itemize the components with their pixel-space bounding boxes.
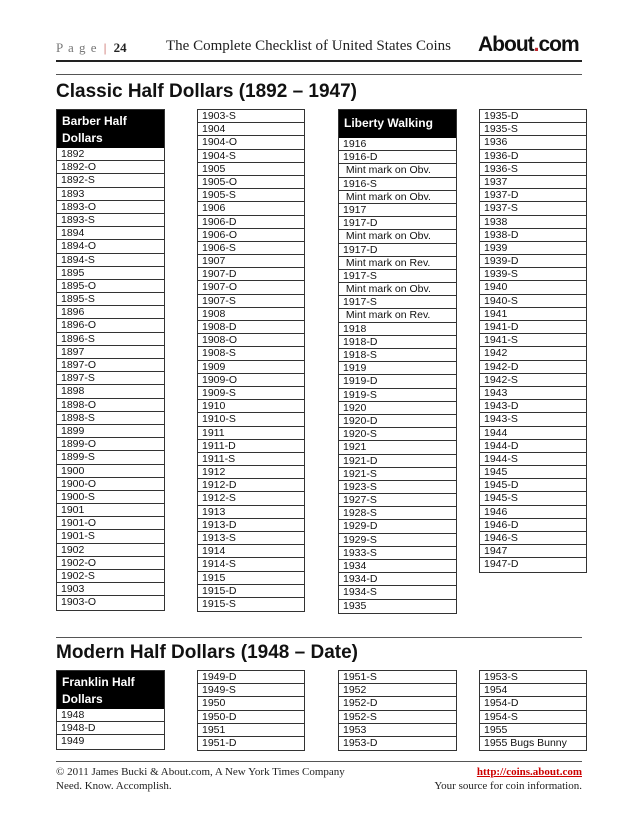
table-row: 1919-D bbox=[339, 375, 456, 388]
table-row: 1898-O bbox=[57, 399, 164, 412]
table-row: 1901-O bbox=[57, 517, 164, 530]
table-row: 1941-S bbox=[480, 334, 586, 347]
footer-rule bbox=[56, 761, 582, 762]
table-row: 1944-S bbox=[480, 453, 586, 466]
table-row: 1893-O bbox=[57, 201, 164, 214]
table-row: 1901 bbox=[57, 504, 164, 517]
table-row: 1920 bbox=[339, 402, 456, 415]
table-row: 1942 bbox=[480, 347, 586, 360]
header-rule bbox=[56, 60, 582, 62]
table-row: 1893 bbox=[57, 188, 164, 201]
table-row: 1900-O bbox=[57, 478, 164, 491]
table-row: 1947-D bbox=[484, 558, 519, 571]
table-row: 1909-O bbox=[198, 374, 304, 387]
table-row: 1908-D bbox=[198, 321, 304, 334]
table-row: 1902 bbox=[57, 544, 164, 557]
table-row: 1915-D bbox=[198, 585, 304, 598]
table-row: 1908-O bbox=[198, 334, 304, 347]
page-separator: | bbox=[103, 40, 108, 55]
table-row: 1899-O bbox=[57, 438, 164, 451]
barber-header: Barber Half Dollars bbox=[57, 110, 164, 148]
about-logo bbox=[478, 33, 579, 57]
table-row: 1899-S bbox=[57, 451, 164, 464]
liberty-table bbox=[338, 109, 457, 614]
table-row: Mint mark on Rev. bbox=[339, 257, 456, 270]
page-word: P a g e bbox=[56, 40, 98, 55]
table-row: 1941-D bbox=[480, 321, 586, 334]
table-row: 1917-D bbox=[339, 217, 456, 230]
table-row: 1903 bbox=[57, 583, 164, 596]
table-row: 1904-S bbox=[198, 150, 304, 163]
footer-source: Your source for coin information. bbox=[434, 780, 582, 792]
table-row: 1912-D bbox=[198, 479, 304, 492]
table-row: 1950 bbox=[198, 697, 304, 710]
document-title: The Complete Checklist of United States Coins bbox=[166, 38, 451, 54]
table-row: 1935-D bbox=[480, 110, 586, 123]
table-row: 1919 bbox=[339, 362, 456, 375]
table-row: 1893-S bbox=[57, 214, 164, 227]
header-rule-secondary bbox=[56, 74, 582, 75]
table-row: 1934-S bbox=[339, 586, 456, 599]
classic-section-title: Classic Half Dollars (1892 – 1947) bbox=[56, 81, 358, 102]
table-row: 1939-S bbox=[480, 268, 586, 281]
page-number: 24 bbox=[113, 40, 127, 55]
table-row: 1953 bbox=[339, 724, 456, 737]
table-row: 1911-D bbox=[198, 440, 304, 453]
table-row: 1947 bbox=[480, 545, 586, 558]
page-label bbox=[56, 40, 127, 56]
table-row: 1900-S bbox=[57, 491, 164, 504]
modern-col4-table bbox=[479, 670, 587, 751]
modern-section-title: Modern Half Dollars (1948 – Date) bbox=[56, 642, 358, 663]
table-row: 1933-S bbox=[339, 547, 456, 560]
barber-rows bbox=[57, 148, 164, 610]
table-row: 1939 bbox=[480, 242, 586, 255]
table-row: 1946-D bbox=[480, 519, 586, 532]
table-row: 1944-D bbox=[480, 440, 586, 453]
table-row: 1955 Bugs Bunny bbox=[484, 736, 567, 749]
table-row: 1915 bbox=[198, 572, 304, 585]
table-row: 1902-O bbox=[57, 557, 164, 570]
table-row: 1953-D bbox=[343, 736, 378, 749]
table-row: 1935-S bbox=[480, 123, 586, 136]
franklin-header: Franklin Half Dollars bbox=[57, 671, 164, 709]
table-row: 1917-S bbox=[339, 270, 456, 283]
table-row: 1942-S bbox=[480, 374, 586, 387]
table-row: 1936-S bbox=[480, 163, 586, 176]
table-row: 1894-O bbox=[57, 240, 164, 253]
table-row: 1952 bbox=[339, 684, 456, 697]
table-row: 1897-S bbox=[57, 372, 164, 385]
table-row: 1945-S bbox=[480, 492, 586, 505]
table-row: 1916 bbox=[339, 138, 456, 151]
table-row: 1917-D bbox=[339, 244, 456, 257]
table-row: 1949-D bbox=[198, 671, 304, 684]
table-row: 1934 bbox=[339, 560, 456, 573]
table-row: 1913 bbox=[198, 506, 304, 519]
table-row: 1892 bbox=[57, 148, 164, 161]
table-row: 1943-S bbox=[480, 413, 586, 426]
table-row: 1892-O bbox=[57, 161, 164, 174]
table-row: 1953-S bbox=[480, 671, 586, 684]
modern-col2-rows bbox=[198, 671, 304, 750]
table-row: 1917-S bbox=[339, 296, 456, 309]
table-row: 1913-D bbox=[198, 519, 304, 532]
table-row: 1937-S bbox=[480, 202, 586, 215]
table-row: 1948-D bbox=[57, 722, 164, 735]
table-row: 1912 bbox=[198, 466, 304, 479]
table-row: 1944 bbox=[480, 427, 586, 440]
table-row: 1936 bbox=[480, 136, 586, 149]
modern-col3-rows bbox=[339, 671, 456, 750]
table-row: 1929-D bbox=[339, 520, 456, 533]
table-row: 1909 bbox=[198, 361, 304, 374]
logo-suffix: com bbox=[538, 33, 579, 56]
table-row: 1912-S bbox=[198, 492, 304, 505]
table-row: 1896 bbox=[57, 306, 164, 319]
table-row: 1914-S bbox=[198, 558, 304, 571]
table-row: 1918 bbox=[339, 323, 456, 336]
table-row: 1907-O bbox=[198, 281, 304, 294]
table-row: 1923-S bbox=[339, 481, 456, 494]
table-row: 1940 bbox=[480, 281, 586, 294]
modern-col3-table bbox=[338, 670, 457, 751]
franklin-rows bbox=[57, 709, 164, 749]
table-row: 1905 bbox=[198, 163, 304, 176]
table-row: 1952-S bbox=[339, 711, 456, 724]
table-row: Mint mark on Obv. bbox=[339, 283, 456, 296]
table-row: 1905-O bbox=[198, 176, 304, 189]
table-row: 1916-S bbox=[339, 178, 456, 191]
table-row: 1918-D bbox=[339, 336, 456, 349]
table-row: 1907-D bbox=[198, 268, 304, 281]
classic-col2-table bbox=[197, 109, 305, 612]
table-row: 1937-D bbox=[480, 189, 586, 202]
table-row: 1906-D bbox=[198, 216, 304, 229]
table-row: 1917 bbox=[339, 204, 456, 217]
table-row: 1907 bbox=[198, 255, 304, 268]
table-row: 1952-D bbox=[339, 697, 456, 710]
table-row: 1951 bbox=[198, 724, 304, 737]
table-row: 1920-S bbox=[339, 428, 456, 441]
table-row: 1934-D bbox=[339, 573, 456, 586]
table-row: Mint mark on Rev. bbox=[339, 309, 456, 322]
table-row: 1903-O bbox=[61, 596, 97, 609]
table-row: 1911-S bbox=[198, 453, 304, 466]
table-row: 1941 bbox=[480, 308, 586, 321]
table-row: 1921-D bbox=[339, 455, 456, 468]
table-row: 1948 bbox=[57, 709, 164, 722]
table-row: 1894-S bbox=[57, 254, 164, 267]
table-row: 1945 bbox=[480, 466, 586, 479]
footer-tagline: Need. Know. Accomplish. bbox=[56, 780, 172, 792]
table-row: 1904 bbox=[198, 123, 304, 136]
table-row: 1903-S bbox=[198, 110, 304, 123]
table-row: 1908-S bbox=[198, 347, 304, 360]
table-row: 1954 bbox=[480, 684, 586, 697]
table-row: 1940-S bbox=[480, 295, 586, 308]
table-row: 1902-S bbox=[57, 570, 164, 583]
table-row: 1949 bbox=[61, 735, 85, 748]
table-row: 1946 bbox=[480, 506, 586, 519]
logo-text: About bbox=[478, 33, 534, 56]
logo-dot: . bbox=[533, 33, 539, 56]
table-row: 1950-D bbox=[198, 711, 304, 724]
classic-col4-rows bbox=[480, 110, 586, 572]
table-row: 1919-S bbox=[339, 389, 456, 402]
table-row: Mint mark on Obv. bbox=[339, 164, 456, 177]
table-row: 1918-S bbox=[339, 349, 456, 362]
table-row: 1954-D bbox=[480, 697, 586, 710]
table-row: 1938-D bbox=[480, 229, 586, 242]
table-row: 1900 bbox=[57, 465, 164, 478]
table-row: 1910 bbox=[198, 400, 304, 413]
table-row: 1910-S bbox=[198, 413, 304, 426]
table-row: 1951-D bbox=[202, 736, 237, 749]
franklin-table bbox=[56, 670, 165, 750]
table-row: 1949-S bbox=[198, 684, 304, 697]
table-row: 1943 bbox=[480, 387, 586, 400]
table-row: 1913-S bbox=[198, 532, 304, 545]
table-row: 1905-S bbox=[198, 189, 304, 202]
footer-link[interactable]: http://coins.about.com bbox=[476, 766, 582, 778]
table-row: 1898 bbox=[57, 385, 164, 398]
table-row: 1935 bbox=[343, 599, 367, 612]
footer-copyright: © 2011 James Bucki & About.com, A New York Times Company bbox=[56, 766, 345, 778]
table-row: 1896-O bbox=[57, 319, 164, 332]
modern-col2-table bbox=[197, 670, 305, 751]
table-row: 1938 bbox=[480, 216, 586, 229]
table-row: 1939-D bbox=[480, 255, 586, 268]
table-row: 1911 bbox=[198, 427, 304, 440]
table-row: 1921-S bbox=[339, 468, 456, 481]
barber-table bbox=[56, 109, 165, 611]
table-row: 1908 bbox=[198, 308, 304, 321]
table-row: 1907-S bbox=[198, 295, 304, 308]
table-row: 1951-S bbox=[339, 671, 456, 684]
table-row: 1945-D bbox=[480, 479, 586, 492]
table-row: Mint mark on Obv. bbox=[339, 191, 456, 204]
liberty-header: Liberty Walking bbox=[339, 110, 456, 138]
table-row: 1915-S bbox=[202, 597, 236, 610]
table-row: 1943-D bbox=[480, 400, 586, 413]
classic-col4-table bbox=[479, 109, 587, 573]
modern-col4-rows bbox=[480, 671, 586, 750]
table-row: 1898-S bbox=[57, 412, 164, 425]
table-row: 1921 bbox=[339, 441, 456, 454]
table-row: 1946-S bbox=[480, 532, 586, 545]
modern-section-rule bbox=[56, 637, 582, 638]
table-row: 1906-S bbox=[198, 242, 304, 255]
table-row: 1906 bbox=[198, 202, 304, 215]
table-row: 1894 bbox=[57, 227, 164, 240]
table-row: 1901-S bbox=[57, 530, 164, 543]
table-row: 1955 bbox=[480, 724, 586, 737]
table-row: 1954-S bbox=[480, 711, 586, 724]
table-row: 1895-S bbox=[57, 293, 164, 306]
table-row: 1916-D bbox=[339, 151, 456, 164]
table-row: 1942-D bbox=[480, 361, 586, 374]
table-row: 1895-O bbox=[57, 280, 164, 293]
table-row: 1936-D bbox=[480, 150, 586, 163]
table-row: 1897-O bbox=[57, 359, 164, 372]
table-row: 1927-S bbox=[339, 494, 456, 507]
liberty-rows bbox=[339, 138, 456, 613]
table-row: 1896-S bbox=[57, 333, 164, 346]
classic-col2-rows bbox=[198, 110, 304, 611]
table-row: 1914 bbox=[198, 545, 304, 558]
table-row: 1892-S bbox=[57, 174, 164, 187]
table-row: 1904-O bbox=[198, 136, 304, 149]
table-row: 1897 bbox=[57, 346, 164, 359]
table-row: 1937 bbox=[480, 176, 586, 189]
table-row: Mint mark on Obv. bbox=[339, 230, 456, 243]
table-row: 1906-O bbox=[198, 229, 304, 242]
table-row: 1928-S bbox=[339, 507, 456, 520]
table-row: 1920-D bbox=[339, 415, 456, 428]
table-row: 1899 bbox=[57, 425, 164, 438]
table-row: 1895 bbox=[57, 267, 164, 280]
table-row: 1929-S bbox=[339, 534, 456, 547]
table-row: 1909-S bbox=[198, 387, 304, 400]
